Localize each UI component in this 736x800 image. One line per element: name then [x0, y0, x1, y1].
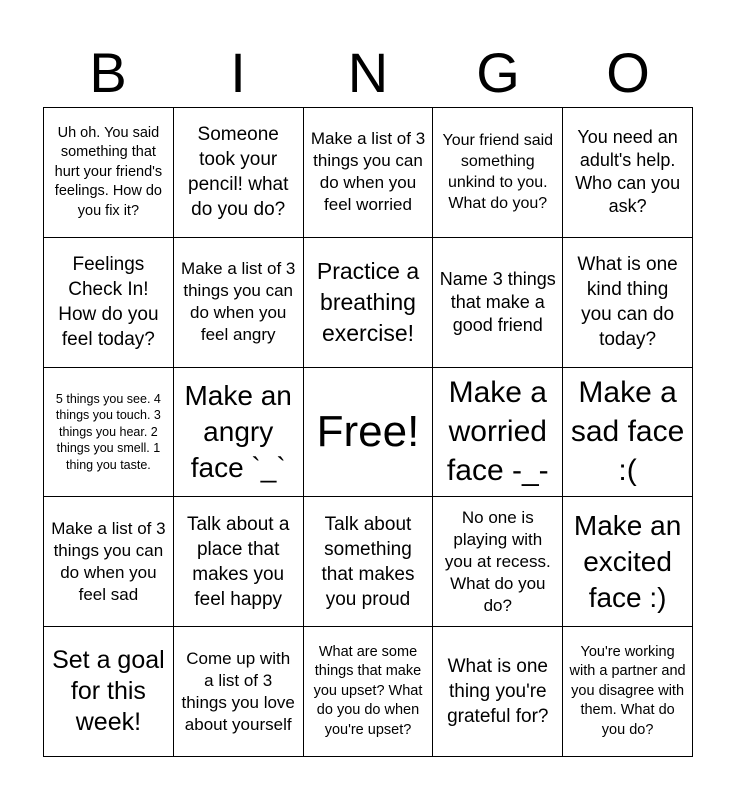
bingo-cell[interactable] — [44, 368, 174, 498]
header-letter-o: O — [606, 41, 650, 104]
bingo-cell[interactable] — [44, 108, 174, 238]
bingo-cell-text: Make a worried face -_- — [446, 376, 549, 488]
bingo-cell[interactable] — [174, 627, 304, 757]
bingo-cell[interactable] — [433, 108, 563, 238]
bingo-cell-text: Make a list of 3 things you can do when you feel sad — [51, 518, 166, 604]
bingo-cell-text: Make a list of 3 things you can do when you feel worried — [310, 129, 426, 215]
bingo-cell[interactable] — [304, 497, 434, 627]
bingo-cell-text: What is one thing you're grateful for? — [447, 656, 549, 728]
bingo-cell[interactable] — [563, 368, 693, 498]
bingo-cell-text: Set a goal for this week! — [52, 646, 165, 737]
bingo-cell[interactable] — [174, 108, 304, 238]
bingo-board — [43, 107, 693, 757]
bingo-cell[interactable] — [563, 497, 693, 627]
bingo-cell[interactable] — [563, 108, 693, 238]
bingo-cell[interactable] — [304, 238, 434, 368]
bingo-cell[interactable] — [563, 238, 693, 368]
bingo-cell[interactable] — [174, 368, 304, 498]
bingo-cell[interactable] — [304, 627, 434, 757]
header-letter-i: I — [230, 41, 246, 104]
bingo-cell-text: You're working with a partner and you disagree with them. What do you do? — [569, 643, 686, 738]
bingo-cell[interactable] — [174, 238, 304, 368]
bingo-cell[interactable] — [44, 627, 174, 757]
bingo-cell-text: Make an excited face :) — [573, 509, 682, 613]
bingo-cell-text: Practice a breathing exercise! — [316, 257, 420, 346]
bingo-cell[interactable] — [563, 627, 693, 757]
bingo-cell-text: Name 3 things that make a good friend — [439, 268, 556, 335]
bingo-cell[interactable] — [44, 497, 174, 627]
bingo-cell-text: Feelings Check In! How do you feel today? — [58, 254, 159, 351]
bingo-cell[interactable] — [44, 238, 174, 368]
free-space-text: Free! — [316, 406, 420, 456]
header-letter-b: B — [89, 41, 127, 104]
bingo-cell[interactable] — [304, 108, 434, 238]
bingo-cell[interactable] — [433, 238, 563, 368]
bingo-cell-text: Make an angry face `_` — [184, 379, 292, 483]
bingo-cell-text: Come up with a list of 3 things you love about yourself — [181, 648, 295, 734]
header-letter-n: N — [347, 41, 389, 104]
bingo-cell-text: What are some things that make you upset? What do you do when you're upset? — [313, 643, 423, 738]
bingo-cell[interactable] — [433, 368, 563, 498]
bingo-cell[interactable] — [433, 627, 563, 757]
bingo-cell-text: Talk about something that makes you proud — [321, 513, 415, 610]
bingo-cell[interactable] — [433, 497, 563, 627]
bingo-cell-text: Someone took your pencil! what do you do? — [188, 124, 289, 221]
bingo-cell-text: You need an adult's help. Who can you ask? — [575, 127, 681, 217]
bingo-cell[interactable] — [174, 497, 304, 627]
bingo-cell-text: Make a sad face :( — [570, 376, 685, 488]
bingo-cell-text: 5 things you see. 4 things you touch. 3 things you hear. 2 things you smell. 1 thing you taste. — [55, 391, 161, 472]
bingo-cell-text: Uh oh. You said something that hurt your friend's feelings. How do you fix it? — [54, 124, 163, 219]
bingo-cell-text: What is one kind thing you can do today? — [577, 254, 678, 351]
bingo-header — [43, 40, 693, 106]
header-letter-g: G — [476, 41, 520, 104]
bingo-cell-text: No one is playing with you at recess. What do you do? — [444, 507, 551, 615]
free-space[interactable] — [304, 368, 434, 498]
bingo-cell-text: Talk about a place that makes you feel happy — [186, 513, 290, 610]
bingo-cell-text: Your friend said something unkind to you. What do you? — [442, 132, 554, 213]
bingo-cell-text: Make a list of 3 things you can do when you feel angry — [181, 259, 296, 345]
